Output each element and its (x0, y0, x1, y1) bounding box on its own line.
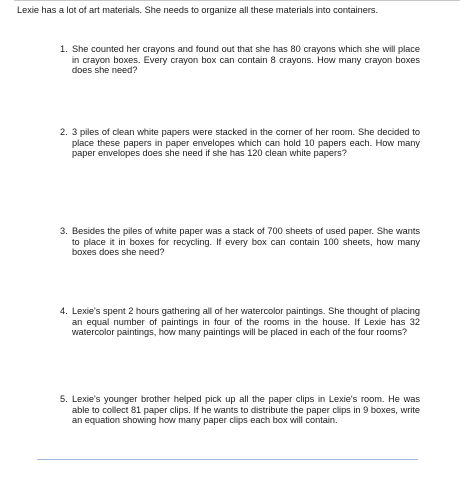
question-3 (60, 226, 420, 258)
question-number: 3. (60, 226, 68, 236)
question-5 (60, 394, 420, 426)
question-text: Lexie's spent 2 hours gathering all of her watercolor paintings. She thought of placing an equal number of paintings in four of the rooms in the house. If Lexie has 32 watercolor paintings, how many paintings will be placed in each of the four rooms? (72, 306, 420, 338)
question-number: 5. (60, 394, 68, 404)
question-text: She counted her crayons and found out that she has 80 crayons which she will place in crayon boxes. Every crayon box can contain 8 crayons. How many crayon boxes does she need? (72, 44, 420, 76)
question-text: Besides the piles of white paper was a stack of 700 sheets of used paper. She wants to place it in boxes for recycling. If every box can contain 100 sheets, how many boxes does she need? (72, 226, 420, 258)
bottom-divider (37, 459, 418, 460)
question-number: 1. (60, 44, 68, 54)
question-1 (60, 44, 420, 76)
question-number: 4. (60, 306, 68, 316)
question-text: Lexie's younger brother helped pick up all the paper clips in Lexie's room. He was able to collect 81 paper clips. If he wants to distribute the paper clips in 9 boxes, write an equation showing how many paper clips each box will contain. (72, 394, 420, 426)
question-number: 2. (60, 127, 68, 137)
intro-paragraph: Lexie has a lot of art materials. She needs to organize all these materials into containers. (17, 5, 379, 15)
question-4 (60, 306, 420, 338)
question-text: 3 piles of clean white papers were stacked in the corner of her room. She decided to place these papers in paper envelopes which can hold 10 papers each. How many paper envelopes does she need if she has 120 clean white papers? (72, 127, 420, 159)
question-2 (60, 127, 420, 159)
top-divider (14, 0, 460, 1)
